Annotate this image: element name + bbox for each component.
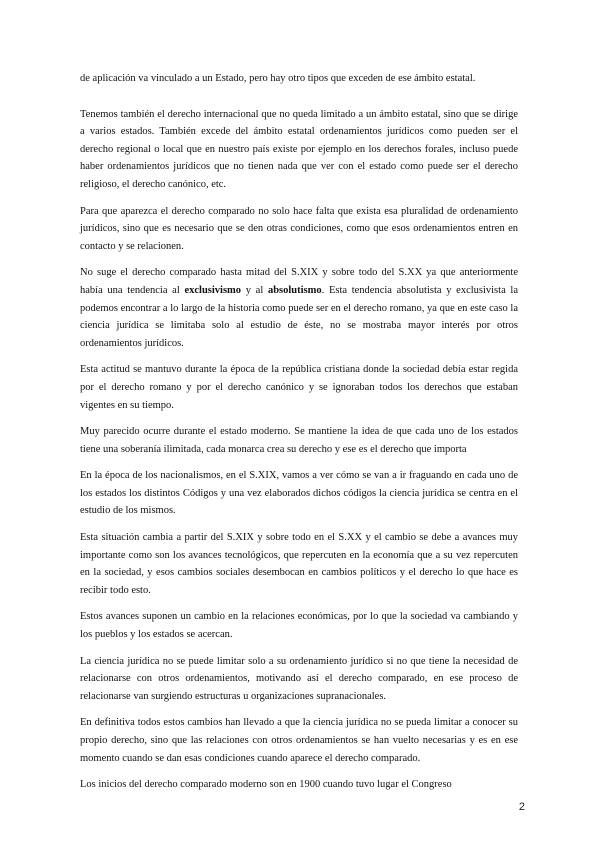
- paragraph-text: de aplicación va vinculado a un Estado, pero hay otro tipos que exceden de ese ámbito estatal.: [80, 73, 476, 84]
- paragraph-text: . Esta tendencia absolutista y exclusivista la podemos encontrar a lo largo de la historia como puede ser en el derecho romano, ya que en este caso la ciencia jurídica se limitaba solo al estudio de éste, no se mostraba mayor interés por otros ordenamientos jurídicos.: [80, 284, 518, 349]
- paragraph: [80, 423, 518, 458]
- bold-term-absolutismo: absolutismo: [267, 284, 322, 296]
- paragraph-text: Esta situación cambia a partir del S.XIX y sobre todo en el S.XX y el cambio se debe a avances muy importante como son los avances tecnológicos, que repercuten en la economía que a su vez repercuten en la sociedad, y esos cambios sociales desembocan en cambios políticos y el derecho lo que hace es recibir todo esto.: [80, 532, 518, 596]
- page-number: 2: [518, 801, 525, 813]
- paragraph: [80, 264, 518, 352]
- paragraph-text: Estos avances suponen un cambio en la relaciones económicas, por lo que la sociedad va cambiando y los pueblos y los estados se acercan.: [80, 611, 518, 641]
- paragraph: [80, 608, 518, 643]
- bold-term-exclusivismo: exclusivismo: [184, 284, 242, 296]
- paragraph-text: Muy parecido ocurre durante el estado moderno. Se mantiene la idea de que cada uno de los estados tiene una soberanía ilimitada, cada monarca crea su derecho y ese es el derecho que importa: [80, 426, 518, 455]
- paragraph-text: La ciencia jurídica no se puede limitar solo a su ordenamiento jurídico si no que tiene la necesidad de relacionarse con otros ordenamientos, motivando así el derecho comparado, en ese proceso de relacionarse van surgiendo estructuras u organizaciones supranacionales.: [80, 655, 518, 702]
- paragraph-text: Tenemos también el derecho internacional que no queda limitado a un ámbito estatal, sino que se dirige a varios estados. También excede del ámbito estatal ordenamientos jurídicos como pueden ser el derecho regional o local que en nuestro país existe por ejemplo en los derechos forales, incluso puede haber ordenamientos jurídicos que no tienen nada que ver con el estado como puede ser el derecho religioso, el derecho canónico, etc.: [80, 108, 518, 190]
- paragraph: [80, 361, 518, 414]
- paragraph: [80, 776, 518, 794]
- paragraph: [80, 203, 518, 256]
- paragraph-text: y al: [241, 284, 268, 296]
- paragraph: [80, 529, 518, 599]
- paragraph: [80, 106, 518, 194]
- paragraph-text: En la época de los nacionalismos, en el S.XIX, vamos a ver cómo se van a ir fraguando en cada uno de los estados los distintos Códigos y una vez elaborados dichos códigos la ciencia jurídica se centra en el estudio de los mismos.: [80, 470, 518, 517]
- paragraph: [80, 70, 518, 88]
- body-text: [80, 70, 518, 803]
- paragraph-text: Los inicios del derecho comparado moderno son en 1900 cuando tuvo lugar el Congreso: [80, 779, 452, 791]
- paragraph-text: Esta actitud se mantuvo durante la época de la república cristiana donde la sociedad debía estar regida por el derecho romano y por el derecho canónico y se ignoraban todos los derechos que estaban vigentes en su tiempo.: [80, 364, 518, 411]
- paragraph-text: No suge el derecho comparado hasta mitad del S.XIX y sobre todo del S.XX ya que anteriormente había una tendencia al: [80, 267, 518, 296]
- paragraph: [80, 467, 518, 520]
- paragraph: [80, 714, 518, 767]
- paragraph: [80, 653, 518, 706]
- paragraph-text: En definitiva todos estos cambios han llevado a que la ciencia jurídica no se pueda limitar a conocer su propio derecho, sino que las relaciones con otros ordenamientos se han vuelto necesarias y es en ese momento cuando se dan esas condiciones cuando aparece el derecho comparado.: [80, 717, 518, 764]
- paragraph-text: Para que aparezca el derecho comparado no solo hace falta que exista esa pluralidad de ordenamiento jurídicos, sino que es necesario que se den otras condiciones, como que esos ordenamientos entren en contacto y se relacionen.: [80, 205, 518, 252]
